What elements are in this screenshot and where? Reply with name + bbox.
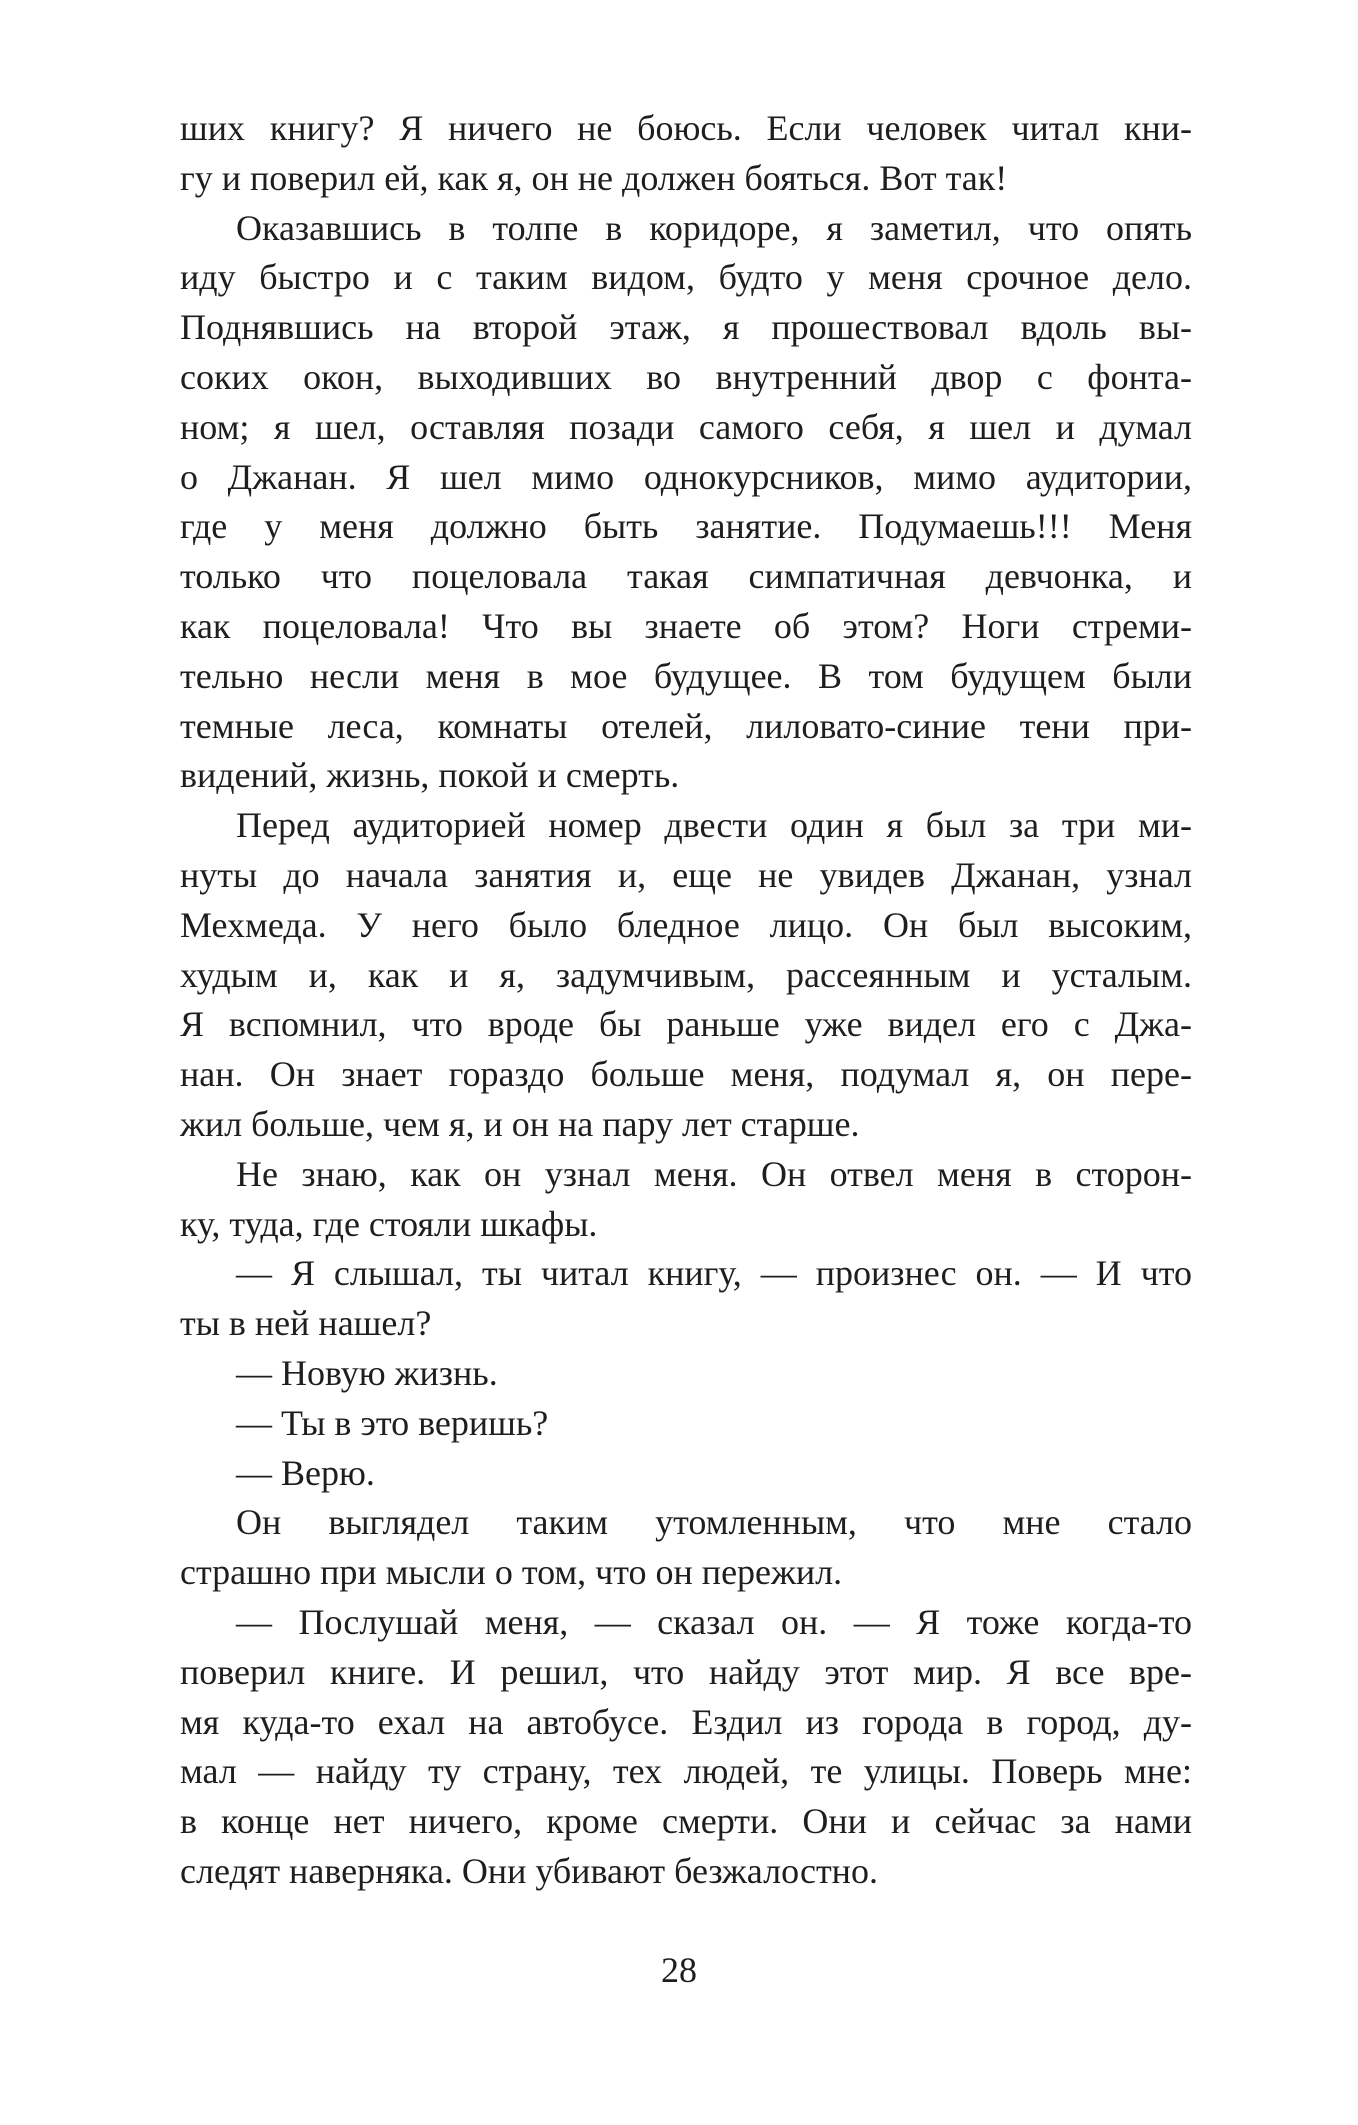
text-line: видений, жизнь, покой и смерть. <box>180 755 680 796</box>
text-line: соких окон, выходивших во внутренний двор с фонта- <box>180 356 1192 397</box>
paragraph <box>180 1249 1192 1349</box>
text-line: о Джанан. Я шел мимо однокурсников, мимо аудитории, <box>180 456 1192 497</box>
text-line: Я вспомнил, что вроде бы раньше уже видел его с Джа- <box>180 1004 1192 1045</box>
paragraph <box>180 1349 1192 1399</box>
text-line: где у меня должно быть занятие. Подумаешь!!! Меня <box>180 506 1192 547</box>
text-line: нуты до начала занятия и, еще не увидев Джанан, узнал <box>180 854 1192 895</box>
paragraph <box>180 204 1192 802</box>
book-page-text <box>180 104 1192 1897</box>
page-number: 28 <box>661 1950 697 1990</box>
text-line: мал — найду ту страну, тех людей, те улицы. Поверь мне: <box>180 1751 1192 1792</box>
text-line: ты в ней нашел? <box>180 1303 432 1344</box>
text-line: гу и поверил ей, как я, он не должен бояться. Вот так! <box>180 157 1008 198</box>
text-line: Мехмеда. У него было бледное лицо. Он был высоким, <box>180 904 1192 945</box>
paragraph <box>180 1598 1192 1897</box>
text-line: Не знаю, как он узнал меня. Он отвел меня в сторон- <box>236 1153 1192 1194</box>
text-line: жил больше, чем я, и он на пару лет старше. <box>180 1103 860 1144</box>
text-line: — Я слышал, ты читал книгу, — произнес он. — И что <box>236 1253 1192 1294</box>
paragraph <box>180 1399 1192 1449</box>
text-line: мя куда-то ехал на автобусе. Ездил из города в город, ду- <box>180 1701 1192 1742</box>
text-line: Оказавшись в толпе в коридоре, я заметил, что опять <box>236 207 1192 248</box>
text-line: Он выглядел таким утомленным, что мне стало <box>236 1502 1192 1543</box>
paragraph <box>180 1498 1192 1598</box>
text-line: худым и, как и я, задумчивым, рассеянным и усталым. <box>180 954 1192 995</box>
paragraph <box>180 801 1192 1150</box>
text-line: темные леса, комнаты отелей, лиловато-синие тени при- <box>180 705 1192 746</box>
text-line: нан. Он знает гораздо больше меня, подумал я, он пере- <box>180 1054 1192 1095</box>
text-line: ном; я шел, оставляя позади самого себя, я шел и думал <box>180 406 1192 447</box>
text-line: иду быстро и с таким видом, будто у меня срочное дело. <box>180 257 1192 298</box>
text-line: ку, туда, где стояли шкафы. <box>180 1203 598 1244</box>
paragraph <box>180 104 1192 204</box>
text-line: — Ты в это веришь? <box>236 1402 549 1443</box>
text-line: — Верю. <box>236 1452 375 1493</box>
text-line: поверил книге. И решил, что найду этот мир. Я все вре- <box>180 1651 1192 1692</box>
text-line: Поднявшись на второй этаж, я прошествовал вдоль вы- <box>180 307 1192 348</box>
text-line: только что поцеловала такая симпатичная девчонка, и <box>180 556 1192 597</box>
paragraph <box>180 1449 1192 1499</box>
text-line: — Послушай меня, — сказал он. — Я тоже когда-то <box>236 1601 1192 1642</box>
text-line: — Новую жизнь. <box>236 1352 498 1393</box>
text-line: Перед аудиторией номер двести один я был за три ми- <box>236 805 1192 846</box>
text-line: как поцеловала! Что вы знаете об этом? Ноги стреми- <box>180 605 1192 646</box>
text-line: следят наверняка. Они убивают безжалостно. <box>180 1850 878 1891</box>
text-line: в конце нет ничего, кроме смерти. Они и сейчас за нами <box>180 1801 1192 1842</box>
text-line: ших книгу? Я ничего не боюсь. Если человек читал кни- <box>180 108 1192 148</box>
paragraph <box>180 1150 1192 1250</box>
text-line: тельно несли меня в мое будущее. В том будущем были <box>180 655 1192 696</box>
text-line: страшно при мысли о том, что он пережил. <box>180 1552 843 1593</box>
